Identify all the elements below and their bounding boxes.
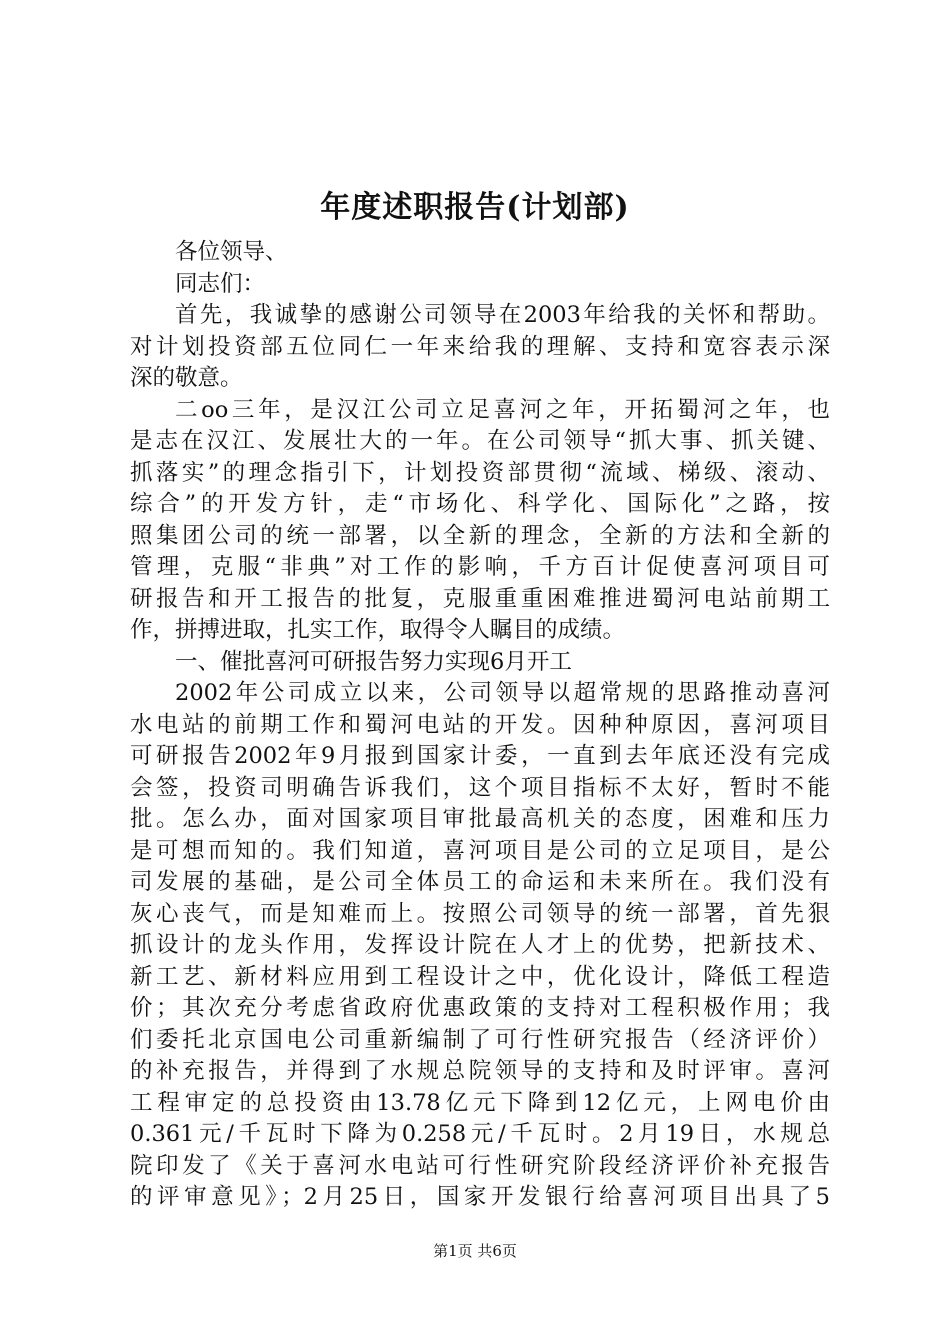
body-line: 可研报告2002年9月报到国家计委，一直到去年底还没有完成 <box>130 743 830 769</box>
body-line: 深的敬意。 <box>130 365 243 391</box>
body-line: 抓落实”的理念指引下，计划投资部贯彻“流域、梯级、滚动、 <box>130 459 830 486</box>
salutation-line: 同志们： <box>175 270 266 297</box>
body-line: 院印发了《关于喜河水电站可行性研究阶段经济评价补充报告 <box>130 1152 830 1179</box>
body-line: 综合”的开发方针，走“市场化、科学化、国际化”之路，按 <box>130 491 830 517</box>
page-footer: 第1页 共6页 <box>433 1242 517 1260</box>
body-line: 价；其次充分考虑省政府优惠政策的支持对工程积极作用；我 <box>130 995 830 1021</box>
body-line: 司发展的基础，是公司全体员工的命运和未来所在。我们没有 <box>130 869 830 895</box>
body-line: 管理，克服“非典”对工作的影响，千方百计促使喜河项目可 <box>130 554 830 580</box>
body-line: 们委托北京国电公司重新编制了可行性研究报告（经济评价） <box>130 1026 830 1053</box>
body-line: 0.361元/千瓦时下降为0.258元/千瓦时。2月19日，水规总 <box>130 1121 830 1147</box>
body-line: 灰心丧气，而是知难而上。按照公司领导的统一部署，首先狠 <box>130 900 830 927</box>
body-line: 水电站的前期工作和蜀河电站的开发。因种种原因，喜河项目 <box>130 711 830 738</box>
body-line: 是志在汉江、发展壮大的一年。在公司领导“抓大事、抓关键、 <box>130 428 830 454</box>
body-line: 首先，我诚挚的感谢公司领导在2003年给我的关怀和帮助。 <box>175 302 830 328</box>
salutation-line: 各位领导、 <box>175 239 288 265</box>
body-line: 会签，投资司明确告诉我们，这个项目指标不太好，暂时不能 <box>130 774 830 801</box>
body-line: 对计划投资部五位同仁一年来给我的理解、支持和宽容表示深 <box>130 333 830 360</box>
body-line: 抓设计的龙头作用，发挥设计院在人才上的优势，把新技术、 <box>130 932 830 958</box>
body-line: 作，拼搏进取，扎实工作，取得令人瞩目的成绩。 <box>130 617 626 643</box>
section-heading: 一、催批喜河可研报告努力实现6月开工 <box>175 648 572 675</box>
body-line: 2002年公司成立以来，公司领导以超常规的思路推动喜河 <box>175 680 830 706</box>
body-line: 的补充报告，并得到了水规总院领导的支持和及时评审。喜河 <box>130 1058 830 1084</box>
body-line: 批。怎么办，面对国家项目审批最高机关的态度，困难和压力 <box>130 806 830 832</box>
body-line: 是可想而知的。我们知道，喜河项目是公司的立足项目，是公 <box>130 837 830 864</box>
document-body <box>130 237 830 1214</box>
body-line: 新工艺、新材料应用到工程设计之中，优化设计，降低工程造 <box>130 963 830 990</box>
document-title: 年度述职报告(计划部) <box>320 190 630 225</box>
body-line: 的评审意见》；2月25日，国家开发银行给喜河项目出具了5 <box>130 1184 830 1210</box>
body-line: 照集团公司的统一部署，以全新的理念，全新的方法和全新的 <box>130 522 830 549</box>
body-line: 工程审定的总投资由13.78亿元下降到12亿元，上网电价由 <box>130 1089 830 1116</box>
body-line: 二oo三年，是汉江公司立足喜河之年，开拓蜀河之年，也 <box>175 396 830 423</box>
body-line: 研报告和开工报告的批复，克服重重困难推进蜀河电站前期工 <box>130 585 830 612</box>
